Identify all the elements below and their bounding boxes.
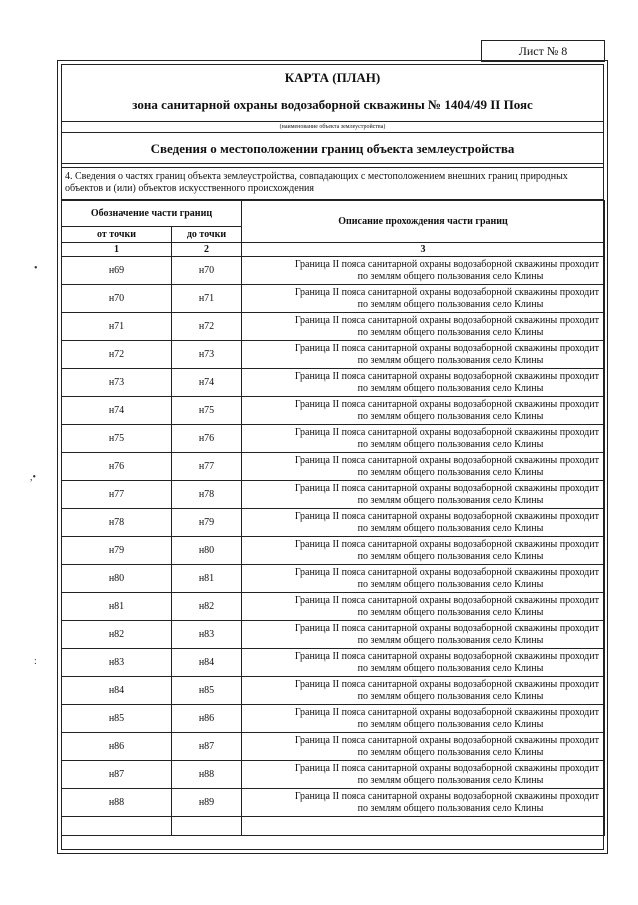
- from-point: н69: [62, 257, 172, 285]
- to-point: н84: [172, 649, 242, 677]
- description-line-2: по землям общего пользования село Клины: [357, 354, 544, 366]
- title-block: [61, 64, 604, 122]
- to-point: н86: [172, 705, 242, 733]
- boundary-description: [242, 677, 605, 705]
- description-line-1: Граница II пояса санитарной охраны водозаборной скважины проходит: [294, 762, 599, 774]
- description-line-2: по землям общего пользования село Клины: [357, 662, 544, 674]
- description-line-2: по землям общего пользования село Клины: [357, 746, 544, 758]
- table-row: [62, 453, 605, 481]
- naming-caption: (наименование объекта землеустройства): [61, 122, 604, 133]
- description-line-1: Граница II пояса санитарной охраны водозаборной скважины проходит: [294, 342, 599, 354]
- description-line-2: по землям общего пользования село Клины: [357, 802, 544, 814]
- boundary-description: [242, 649, 605, 677]
- boundary-description: [242, 565, 605, 593]
- table-row: [62, 481, 605, 509]
- description-line-1: Граница II пояса санитарной охраны водозаборной скважины проходит: [294, 566, 599, 578]
- description-line-1: Граница II пояса санитарной охраны водозаборной скважины проходит: [294, 538, 599, 550]
- description-line-1: Граница II пояса санитарной охраны водозаборной скважины проходит: [294, 314, 599, 326]
- margin-mark: ,•: [30, 472, 37, 483]
- to-point: н81: [172, 565, 242, 593]
- from-point: н73: [62, 369, 172, 397]
- description-line-2: по землям общего пользования село Клины: [357, 718, 544, 730]
- margin-mark: :: [34, 656, 37, 667]
- table-row: [62, 369, 605, 397]
- description-line-1: Граница II пояса санитарной охраны водозаборной скважины проходит: [294, 790, 599, 802]
- table-row: [62, 341, 605, 369]
- to-point: н79: [172, 509, 242, 537]
- description-line-2: по землям общего пользования село Клины: [357, 634, 544, 646]
- description-line-1: Граница II пояса санитарной охраны водозаборной скважины проходит: [294, 622, 599, 634]
- header-description: Описание прохождения части границ: [242, 201, 605, 243]
- header-from-point: от точки: [62, 227, 172, 243]
- table-row: [62, 397, 605, 425]
- table-row: [62, 257, 605, 285]
- from-point: н85: [62, 705, 172, 733]
- description-line-2: по землям общего пользования село Клины: [357, 270, 544, 282]
- boundary-description: [242, 481, 605, 509]
- boundary-description: [242, 369, 605, 397]
- description-line-2: по землям общего пользования село Клины: [357, 298, 544, 310]
- table-row: [62, 425, 605, 453]
- boundary-description: [242, 537, 605, 565]
- boundary-table: [61, 200, 605, 836]
- table-row: [62, 537, 605, 565]
- column-number-3: 3: [242, 243, 605, 257]
- table-row: [62, 593, 605, 621]
- from-point: н88: [62, 789, 172, 817]
- from-point: н71: [62, 313, 172, 341]
- to-point: н76: [172, 425, 242, 453]
- description-line-1: Граница II пояса санитарной охраны водозаборной скважины проходит: [294, 706, 599, 718]
- column-number-2: 2: [172, 243, 242, 257]
- boundary-description: [242, 509, 605, 537]
- description-line-2: по землям общего пользования село Клины: [357, 466, 544, 478]
- boundary-description: [242, 313, 605, 341]
- from-point: н87: [62, 761, 172, 789]
- to-point: н73: [172, 341, 242, 369]
- table-row: [62, 313, 605, 341]
- to-point: н78: [172, 481, 242, 509]
- to-point: н70: [172, 257, 242, 285]
- description-line-1: Граница II пояса санитарной охраны водозаборной скважины проходит: [294, 454, 599, 466]
- description-line-1: Граница II пояса санитарной охраны водозаборной скважины проходит: [294, 678, 599, 690]
- from-point: н82: [62, 621, 172, 649]
- to-point: н72: [172, 313, 242, 341]
- from-point: н86: [62, 733, 172, 761]
- description-line-2: по землям общего пользования село Клины: [357, 494, 544, 506]
- description-line-2: по землям общего пользования село Клины: [357, 410, 544, 422]
- column-number-1: 1: [62, 243, 172, 257]
- from-point: н72: [62, 341, 172, 369]
- boundary-description: [242, 425, 605, 453]
- to-point: н83: [172, 621, 242, 649]
- boundary-description: [242, 453, 605, 481]
- sheet-number-box: [481, 40, 605, 62]
- boundary-description: [242, 761, 605, 789]
- to-point: н82: [172, 593, 242, 621]
- from-point: н84: [62, 677, 172, 705]
- description-line-1: Граница II пояса санитарной охраны водозаборной скважины проходит: [294, 482, 599, 494]
- from-point: н75: [62, 425, 172, 453]
- header-to-point: до точки: [172, 227, 242, 243]
- description-line-1: Граница II пояса санитарной охраны водозаборной скважины проходит: [294, 370, 599, 382]
- from-point: н81: [62, 593, 172, 621]
- boundary-description: [242, 341, 605, 369]
- boundary-description: [242, 789, 605, 817]
- sheet-number: Лист № 8: [518, 43, 568, 58]
- to-point: н75: [172, 397, 242, 425]
- from-point: н70: [62, 285, 172, 313]
- table-row: [62, 677, 605, 705]
- header-boundary-part: Обозначение части границ: [62, 201, 242, 227]
- description-line-1: Граница II пояса санитарной охраны водозаборной скважины проходит: [294, 510, 599, 522]
- table-row: [62, 649, 605, 677]
- table-row: [62, 761, 605, 789]
- from-point: н74: [62, 397, 172, 425]
- description-line-1: Граница II пояса санитарной охраны водозаборной скважины проходит: [294, 398, 599, 410]
- boundary-description: [242, 621, 605, 649]
- description-line-2: по землям общего пользования село Клины: [357, 774, 544, 786]
- description-line-1: Граница II пояса санитарной охраны водозаборной скважины проходит: [294, 594, 599, 606]
- section-title: Сведения о местоположении границ объекта землеустройства: [61, 133, 604, 164]
- description-line-2: по землям общего пользования село Клины: [357, 606, 544, 618]
- table-row: [62, 509, 605, 537]
- to-point: н85: [172, 677, 242, 705]
- boundary-description: [242, 705, 605, 733]
- from-point: н78: [62, 509, 172, 537]
- to-point: н74: [172, 369, 242, 397]
- table-row: [62, 621, 605, 649]
- section-note: 4. Сведения о частях границ объекта землеустройства, совпадающих с местоположением внешних границ природных объектов и (или) объектов искусственного происхождения: [61, 168, 604, 200]
- to-point: н89: [172, 789, 242, 817]
- boundary-description: [242, 733, 605, 761]
- table-row: [62, 705, 605, 733]
- from-point: н76: [62, 453, 172, 481]
- to-point: н87: [172, 733, 242, 761]
- table-row: [62, 789, 605, 817]
- table-row-empty: [62, 817, 605, 836]
- description-line-2: по землям общего пользования село Клины: [357, 550, 544, 562]
- from-point: н79: [62, 537, 172, 565]
- description-line-2: по землям общего пользования село Клины: [357, 522, 544, 534]
- description-line-2: по землям общего пользования село Клины: [357, 690, 544, 702]
- description-line-2: по землям общего пользования село Клины: [357, 382, 544, 394]
- document-title: КАРТА (ПЛАН): [284, 70, 381, 85]
- description-line-2: по землям общего пользования село Клины: [357, 438, 544, 450]
- description-line-2: по землям общего пользования село Клины: [357, 326, 544, 338]
- boundary-description: [242, 285, 605, 313]
- table-row: [62, 285, 605, 313]
- to-point: н71: [172, 285, 242, 313]
- to-point: н77: [172, 453, 242, 481]
- margin-mark: •: [34, 263, 38, 274]
- to-point: н88: [172, 761, 242, 789]
- to-point: н80: [172, 537, 242, 565]
- from-point: н77: [62, 481, 172, 509]
- boundary-description: [242, 593, 605, 621]
- boundary-description: [242, 397, 605, 425]
- description-line-1: Граница II пояса санитарной охраны водозаборной скважины проходит: [294, 650, 599, 662]
- description-line-1: Граница II пояса санитарной охраны водозаборной скважины проходит: [294, 734, 599, 746]
- description-line-1: Граница II пояса санитарной охраны водозаборной скважины проходит: [294, 258, 599, 270]
- from-point: н83: [62, 649, 172, 677]
- description-line-2: по землям общего пользования село Клины: [357, 578, 544, 590]
- from-point: н80: [62, 565, 172, 593]
- description-line-1: Граница II пояса санитарной охраны водозаборной скважины проходит: [294, 426, 599, 438]
- table-row: [62, 565, 605, 593]
- description-line-1: Граница II пояса санитарной охраны водозаборной скважины проходит: [294, 286, 599, 298]
- boundary-description: [242, 257, 605, 285]
- document-subtitle: зона санитарной охраны водозаборной скважины № 1404/49 II Пояс: [132, 97, 533, 112]
- table-row: [62, 733, 605, 761]
